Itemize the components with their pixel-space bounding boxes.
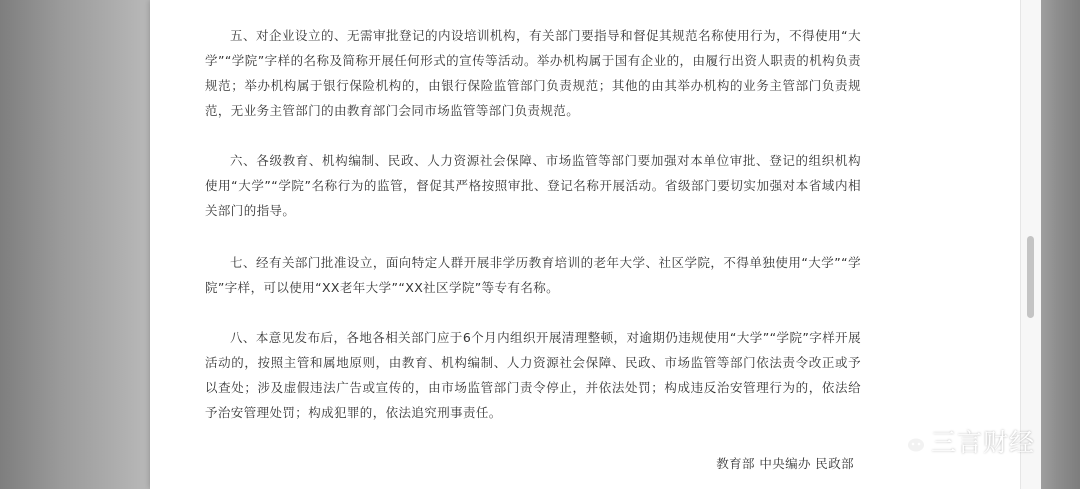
scrollbar-thumb[interactable]: [1027, 236, 1034, 318]
watermark: [889, 424, 1035, 458]
paragraph-8: 八、本意见发布后，各地各相关部门应于6个月内组织开展清理整顿，对逾期仍违规使用“大学”“学院”字样开展活动的，按照主管和属地原则，由教育、机构编制、人力资源社会保障、民政、市场监管等部门依法责令改正或予以查处；涉及虚假违法广告或宣传的，由市场监管部门责令停止，并依法处罚；构成违反治安管理行为的，依法给予治安管理处罚；构成犯罪的，依法追究刑事责任。: [205, 330, 861, 420]
left-background: [0, 0, 150, 489]
paragraph-7: 七、经有关部门批准设立，面向特定人群开展非学历教育培训的老年大学、社区学院，不得单独使用“大学”“学院”字样，可以使用“XX老年大学”“XX社区学院”等专有名称。: [205, 255, 861, 295]
paragraph-6: 六、各级教育、机构编制、民政、人力资源社会保障、市场监管等部门要加强对本单位审批、登记的组织机构使用“大学”“学院”名称行为的监管，督促其严格按照审批、登记名称开展活动。省级部门要切实加强对本省域内相关部门的指导。: [205, 153, 861, 218]
paragraph-5: 五、对企业设立的、无需审批登记的内设培训机构，有关部门要指导和督促其规范名称使用行为，不得使用“大学”“学院”字样的名称及简称开展任何形式的宣传等活动。举办机构属于国有企业的，由履行出资人职责的机构负责规范；举办机构属于银行保险机构的，由银行保险监管部门负责规范；其他的由其举办机构的业务主管部门负责规范，无业务主管部门的由教育部门会同市场监管等部门负责规范。: [205, 28, 861, 118]
wechat-icon: [889, 426, 927, 456]
watermark-text: 三言财经: [931, 428, 1036, 457]
signature-line: 教育部 中央编办 民政部: [716, 456, 854, 471]
